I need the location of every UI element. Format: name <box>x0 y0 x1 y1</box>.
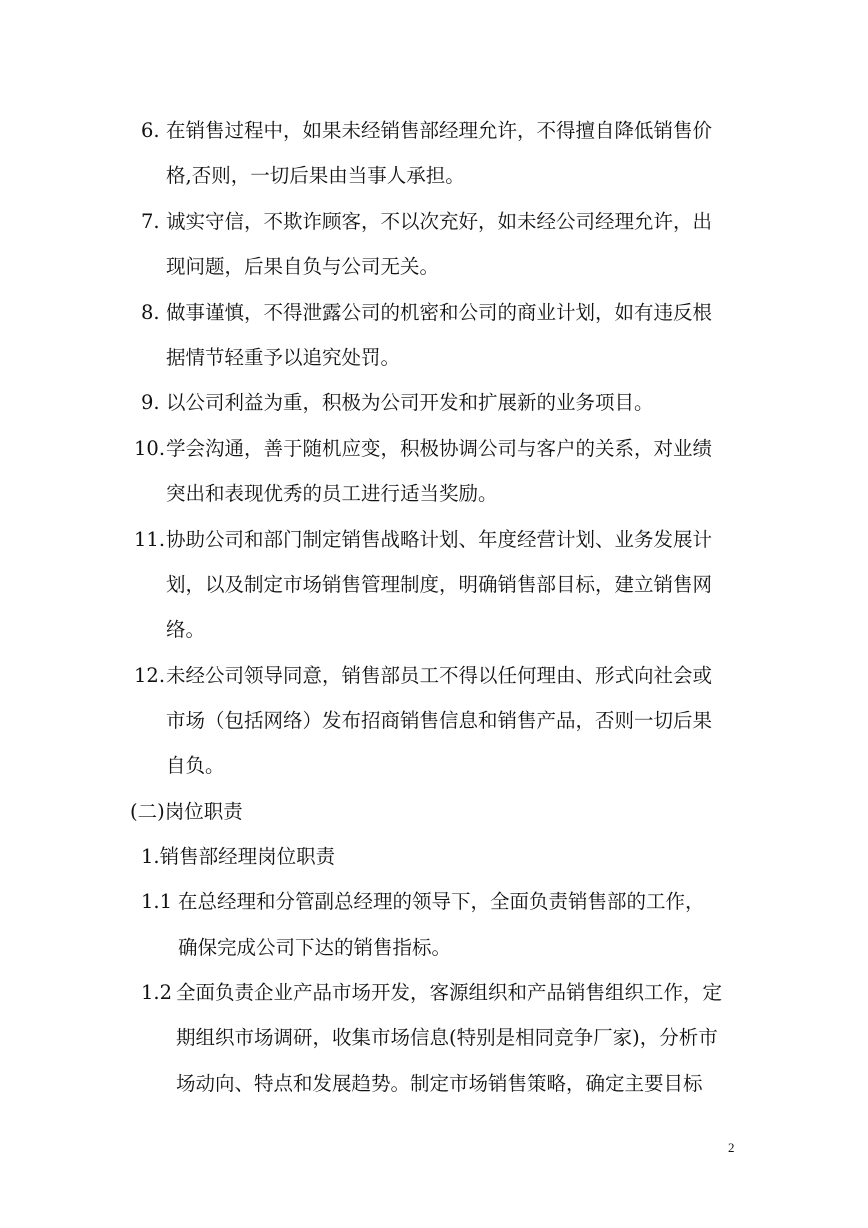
sub-item-line: 确保完成公司下达的销售指标。 <box>178 936 452 959</box>
item-number: 12. <box>134 664 166 687</box>
item-line: 诚实守信，不欺诈顾客，不以次充好，如未经公司经理允许，出 <box>166 210 713 233</box>
item-line: 市场（包括网络）发布招商销售信息和销售产品，否则一切后果 <box>166 709 713 732</box>
item-line: 格,否则，一切后果由当事人承担。 <box>166 164 465 187</box>
item-line: 以公司利益为重，积极为公司开发和扩展新的业务项目。 <box>166 391 654 414</box>
item-line: 据情节轻重予以追究处罚。 <box>166 346 401 369</box>
sub-item-line: 期组织市场调研，收集市场信息(特别是相同竞争厂家)，分析市 <box>176 1026 718 1049</box>
item-line: 划，以及制定市场销售管理制度，明确销售部目标，建立销售网 <box>166 573 713 596</box>
item-number: 11. <box>134 528 166 551</box>
item-number: 9. <box>141 391 160 414</box>
item-line: 在销售过程中，如果未经销售部经理允许，不得擅自降低销售价 <box>166 119 713 142</box>
item-line: 未经公司领导同意，销售部员工不得以任何理由、形式向社会或 <box>166 664 713 687</box>
item-number: 7. <box>141 210 160 233</box>
item-number: 8. <box>141 301 160 324</box>
item-line: 突出和表现优秀的员工进行适当奖励。 <box>166 482 498 505</box>
page-number: 2 <box>728 1140 735 1155</box>
item-line: 学会沟通，善于随机应变，积极协调公司与客户的关系，对业绩 <box>166 437 713 460</box>
item-line: 自负。 <box>166 754 225 777</box>
sub-item-number: 1.1 <box>141 890 173 913</box>
sub-item-line: 全面负责企业产品市场开发，客源组织和产品销售组织工作，定 <box>176 981 723 1004</box>
item-number: 6. <box>141 119 160 142</box>
item-number: 10. <box>134 437 166 460</box>
item-line: 络。 <box>166 618 206 641</box>
sub-item-number: 1.2 <box>141 981 173 1004</box>
subsection-heading: 1.销售部经理岗位职责 <box>141 845 336 868</box>
item-line: 协助公司和部门制定销售战略计划、年度经营计划、业务发展计 <box>166 528 713 551</box>
item-line: 现问题，后果自负与公司无关。 <box>166 255 440 278</box>
sub-item-line: 在总经理和分管副总经理的领导下，全面负责销售部的工作， <box>178 890 705 913</box>
section-heading: (二)岗位职责 <box>130 800 243 823</box>
item-line: 做事谨慎，不得泄露公司的机密和公司的商业计划，如有违反根 <box>166 301 713 324</box>
sub-item-line: 场动向、特点和发展趋势。制定市场销售策略，确定主要目标 <box>176 1072 703 1095</box>
